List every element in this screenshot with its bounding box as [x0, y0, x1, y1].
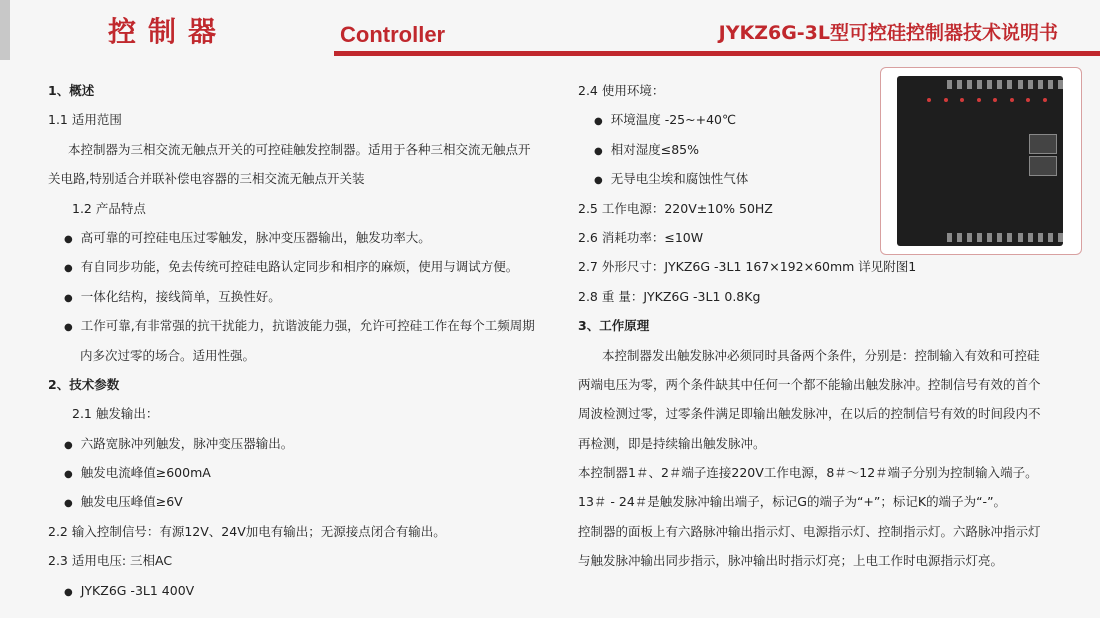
left-column — [48, 76, 548, 605]
text-line: 内多次过零的场合。适用性强。 — [80, 347, 256, 363]
text-line: 1.1 适用范围 — [48, 112, 122, 128]
product-photo — [880, 67, 1082, 255]
text-line: 2.2 输入控制信号：有源12V、24V加电有输出；无源接点闭合有输出。 — [48, 523, 446, 539]
text-line: 2.1 触发输出： — [72, 406, 159, 422]
controller-device-image — [897, 76, 1063, 246]
text-line: 2.5 工作电源：220V±10% 50HZ — [578, 200, 773, 216]
text-line: 本控制器1＃、2＃端子连接220V工作电源，8＃～12＃端子分别为控制输入端子。 — [578, 465, 1038, 481]
text-line: 本控制器发出触发脉冲必须同时具备两个条件，分别是：控制输入有效和可控硅 — [602, 347, 1040, 363]
text-line: ● 触发电流峰值≥600mA — [48, 458, 548, 487]
bottom-terminal-strip — [947, 233, 1063, 242]
text-line: 1.2 产品特点 — [72, 200, 146, 216]
text-line: 13＃ - 24＃是触发脉冲输出端子，标记G的端子为“+”；标记K的端子为“-”。 — [578, 494, 1007, 510]
device-label-top — [1029, 134, 1057, 154]
text-line: 2.6 消耗功率：≤10W — [578, 229, 704, 245]
device-label-bottom — [1029, 156, 1057, 176]
title-english: Controller — [340, 22, 446, 47]
text-line: 两端电压为零，两个条件缺其中任何一个都不能输出触发脉冲。控制信号有效的首个 — [578, 376, 1041, 392]
text-line: ● 触发电压峰值≥6V — [48, 487, 548, 516]
text-line: 关电路,特别适合并联补偿电容器的三相交流无触点开关装 — [48, 171, 365, 187]
text-line: 3、工作原理 — [578, 318, 650, 334]
text-line: 再检测，即是持续输出触发脉冲。 — [578, 435, 766, 451]
text-line: 2.7 外形尺寸：JYKZ6G -3L1 167×192×60mm 详见附图1 — [578, 259, 917, 275]
text-line: 1、概述 — [48, 83, 95, 98]
top-terminal-strip — [947, 80, 1063, 89]
indicator-leds — [927, 98, 1047, 103]
text-line: 本控制器为三相交流无触点开关的可控硅触发控制器。适用于各种三相交流无触点开 — [68, 141, 531, 157]
text-line: 2.4 使用环境： — [578, 83, 665, 98]
text-line: 2.8 重 量：JYKZ6G -3L1 0.8Kg — [578, 288, 761, 304]
text-line: ● 高可靠的可控硅电压过零触发，脉冲变压器输出，触发功率大。 — [48, 223, 548, 252]
text-line: ● 环境温度 -25~+40℃ — [578, 105, 1058, 134]
text-line: ● 一体化结构，接线简单，互换性好。 — [48, 282, 548, 311]
text-line: 与触发脉冲输出同步指示，脉冲输出时指示灯亮；上电工作时电源指示灯亮。 — [578, 553, 1004, 569]
header — [0, 0, 1100, 60]
document-title: JYKZ6G-3L型可控硅控制器技术说明书 — [718, 22, 1058, 44]
text-line: ● JYKZ6G -3L1 400V — [48, 576, 548, 605]
text-line: ● 工作可靠,有非常强的抗干扰能力，抗谐波能力强，允许可控硅工作在每个工频周期 — [48, 311, 548, 340]
header-rule — [334, 51, 1100, 56]
left-accent-bar — [0, 0, 10, 60]
text-line: ● 六路宽脉冲列触发，脉冲变压器输出。 — [48, 429, 548, 458]
title-chinese: 控制器 — [108, 15, 229, 48]
text-line: ● 有自同步功能，免去传统可控硅电路认定同步和相序的麻烦，使用与调试方便。 — [48, 252, 548, 281]
text-line: 周波检测过零，过零条件满足即输出触发脉冲，在以后的控制信号有效的时间段内不 — [578, 406, 1041, 422]
text-line: 控制器的面板上有六路脉冲输出指示灯、电源指示灯、控制指示灯。六路脉冲指示灯 — [578, 523, 1041, 539]
text-line: 2、技术参数 — [48, 376, 120, 392]
text-line: ● 相对湿度≤85% — [578, 135, 1058, 164]
text-line: 2.3 适用电压: 三相AC — [48, 553, 173, 569]
text-line: ● 无导电尘埃和腐蚀性气体 — [578, 164, 1058, 193]
